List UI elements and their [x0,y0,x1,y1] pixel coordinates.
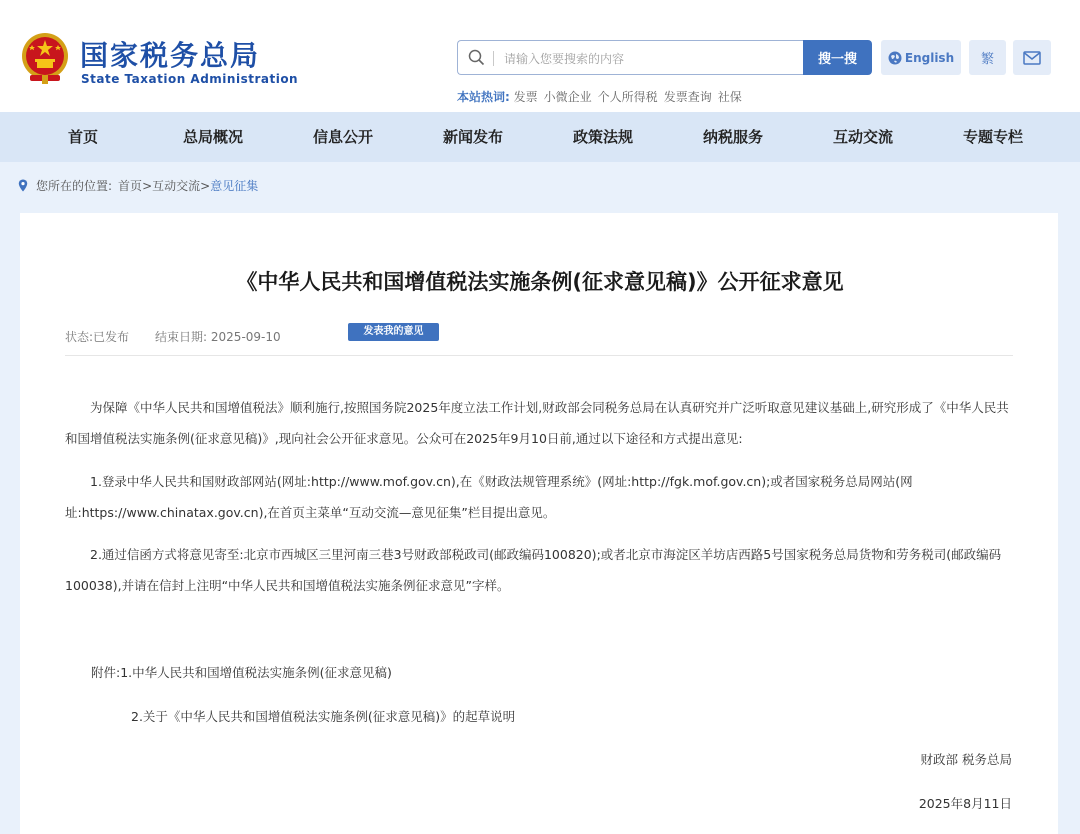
traditional-chinese-button[interactable] [969,40,1006,75]
nav-item-interaction[interactable]: 互动交流 [832,128,893,146]
hot-word-link[interactable]: 发票 [513,90,538,104]
nav-item-news[interactable]: 新闻发布 [442,128,503,146]
article-status: 状态:已发布 [65,330,130,344]
article-paragraph: 为保障《中华人民共和国增值税法》顺利施行,按照国务院2025年度立法工作计划,财政部会同税务总局在认真研究并广泛听取意见建议基础上,研究形成了《中华人民共和国增值税法实施条例(征求意见稿)》,现向社会公开征求意见。公众可在2025年9月10日前,通过以下途径和方式提出意见: [65,400,1009,446]
breadcrumb-home[interactable]: 首页 [118,179,143,193]
hot-word-link[interactable]: 个人所得税 [597,90,658,104]
english-label: English [904,50,955,65]
hot-words-label: 本站热词: [457,90,510,104]
hot-word-link[interactable]: 发票查询 [663,90,712,104]
main-nav [0,112,1080,162]
location-pin-icon [18,179,28,192]
article-title: 《中华人民共和国增值税法实施条例(征求意见稿)》公开征求意见 [236,270,844,294]
article-paragraph: 1.登录中华人民共和国财政部网站(网址:http://www.mof.gov.cn),在《财政法规管理系统》(网址:http://fgk.mof.gov.cn);或者国家税务总局网站(网址:https://www.chinatax.gov.cn),在首页主菜单“互动交流—意见征集”栏目提出意见。 [65,474,913,520]
nav-item-policy[interactable]: 政策法规 [572,128,633,146]
logo-subtitle[interactable]: State Taxation Administration [81,72,299,86]
attachment-link[interactable]: 2.关于《中华人民共和国增值税法实施条例(征求意见稿)》的起草说明 [131,709,516,724]
nav-item-disclosure[interactable]: 信息公开 [312,128,373,146]
logo-title[interactable]: 国家税务总局 [80,39,261,72]
search-input[interactable] [502,47,796,71]
search-icon [468,49,485,66]
submit-comment-button[interactable]: 发表我的意见 [348,323,439,341]
breadcrumb-current[interactable]: 意见征集 [210,179,259,193]
article-paragraph: 2.通过信函方式将意见寄至:北京市西城区三里河南三巷3号财政部税政司(邮政编码100820);或者北京市海淀区羊坊店西路5号国家税务总局货物和劳务税司(邮政编码100038),并请在信封上注明“中华人民共和国增值税法实施条例征求意见”字样。 [65,547,1002,593]
hot-word-link[interactable]: 社保 [717,90,742,104]
english-button[interactable] [881,40,961,75]
hot-words [457,88,748,105]
article-meta [65,328,281,345]
attachment-link[interactable]: 附件:1.中华人民共和国增值税法实施条例(征求意见稿) [91,665,392,680]
nav-item-topics[interactable]: 专题专栏 [962,128,1023,146]
breadcrumb-arrow: > [200,178,211,193]
nav-item-about[interactable]: 总局概况 [182,128,243,146]
site-header [0,0,1080,112]
breadcrumb-section[interactable]: 互动交流 [152,179,201,193]
search-box [457,40,803,75]
nav-item-service[interactable]: 纳税服务 [702,128,763,146]
meta-divider [65,355,1013,356]
globe-icon [888,51,902,65]
breadcrumb-arrow: > [142,178,153,193]
search-button[interactable]: 搜一搜 [803,40,872,75]
nav-item-home[interactable]: 首页 [67,128,98,146]
breadcrumb-lead: 您所在的位置: [36,179,113,193]
hot-word-link[interactable]: 小微企业 [543,90,592,104]
article-date: 2025年8月11日 [918,796,1012,811]
traditional-label: 繁 [980,52,994,67]
mail-icon [1023,51,1041,65]
article-end-date: 结束日期: 2025-09-10 [155,330,281,344]
breadcrumb [18,177,258,194]
mail-button[interactable] [1013,40,1051,75]
article-signature: 财政部 税务总局 [920,752,1012,767]
national-emblem-icon[interactable] [20,31,70,85]
search-separator [493,51,494,66]
